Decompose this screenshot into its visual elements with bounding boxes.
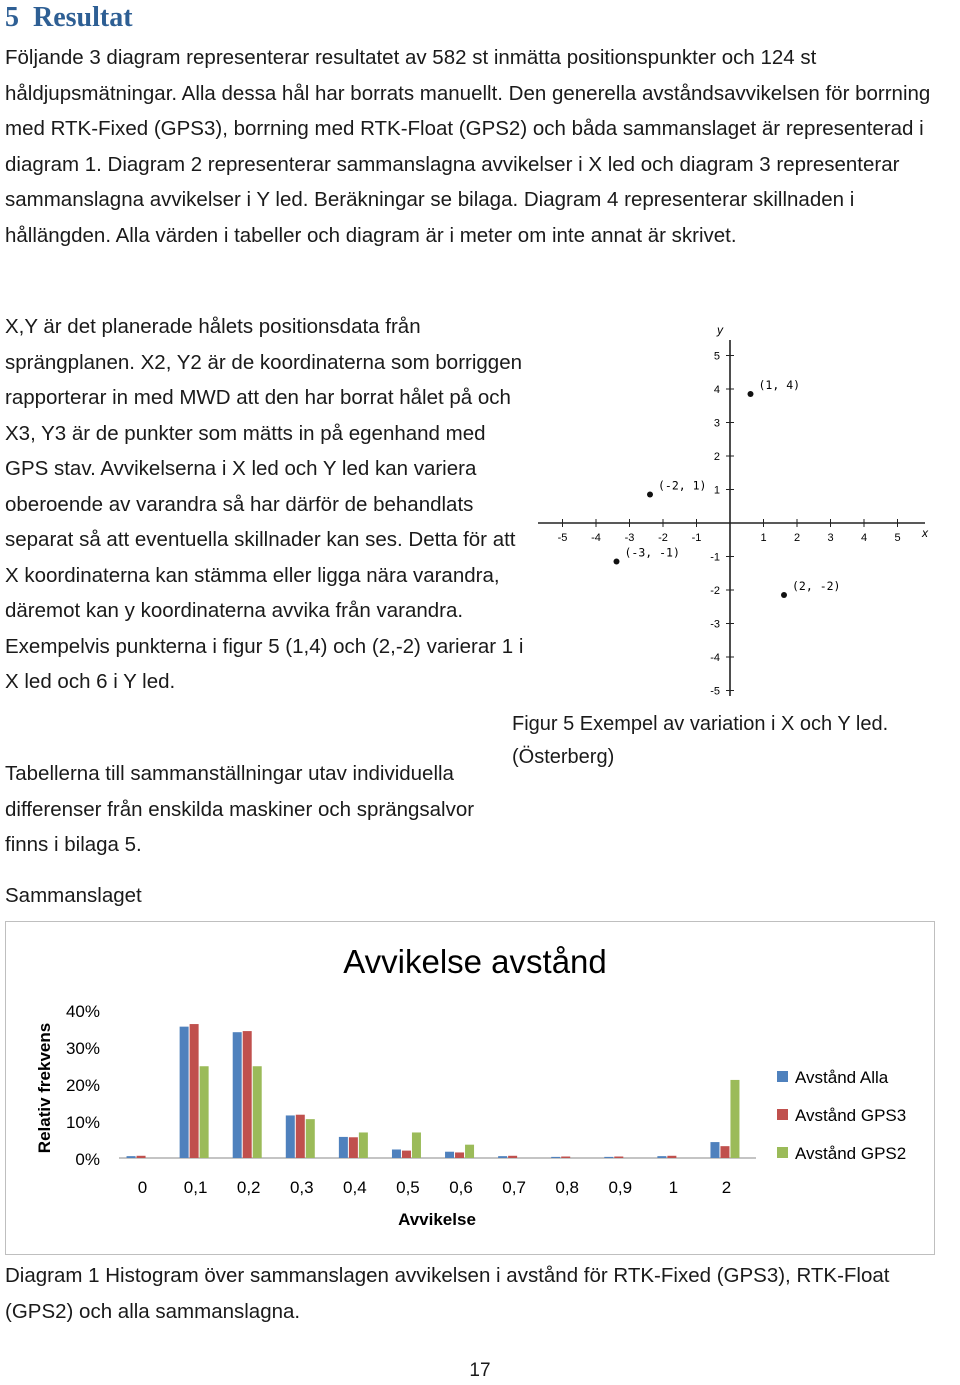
y-tick-label: 40% — [65, 1002, 100, 1021]
x-tick-label: 5 — [894, 532, 901, 544]
x-axis-label: x — [922, 526, 928, 540]
y-axis-label: y — [717, 323, 723, 337]
x-tick-label: 0,4 — [343, 1178, 367, 1197]
bar-avstånd-gps2 — [359, 1132, 368, 1158]
section-number: 5 — [5, 2, 19, 33]
x-tick-label: 3 — [827, 532, 834, 544]
legend-swatch — [777, 1109, 788, 1120]
x-tick-label: 0,5 — [396, 1178, 420, 1197]
x-tick-label: 0,9 — [608, 1178, 633, 1197]
histogram-chart — [6, 922, 934, 1254]
point-label: (1, 4) — [758, 378, 801, 392]
y-tick-label: 2 — [713, 451, 720, 463]
figure-5-caption: Figur 5 Exempel av variation i X och Y led. (Österberg) — [512, 713, 889, 768]
x-tick-label: 0,3 — [289, 1178, 314, 1197]
bar-avstånd-gps3 — [296, 1115, 305, 1158]
x-tick-label: 1 — [760, 532, 767, 544]
bar-avstånd-alla — [445, 1152, 454, 1158]
y-tick-label: 30% — [65, 1039, 100, 1058]
x-tick-label: 2 — [793, 532, 801, 544]
x-tick-label: 2 — [721, 1178, 732, 1197]
bar-avstånd-gps2 — [730, 1080, 739, 1158]
point-label: (2, -2) — [792, 579, 841, 593]
y-tick-label: -5 — [710, 685, 720, 698]
bar-avstånd-alla — [498, 1156, 507, 1158]
bar-avstånd-gps3 — [349, 1137, 358, 1158]
bar-avstånd-gps2 — [253, 1066, 262, 1158]
point-label: (-2, 1) — [658, 478, 707, 493]
chart-frame — [5, 921, 935, 1255]
legend-label: Avstånd Alla — [795, 1068, 889, 1087]
bar-avstånd-gps3 — [667, 1156, 676, 1158]
bar-avstånd-gps3 — [190, 1024, 199, 1158]
tables-reference-paragraph: Tabellerna till sammanställningar utav individuella differenser från enskilda maskiner och sprängsalvor finns i bilaga 5. — [5, 762, 475, 856]
y-tick-label: -3 — [710, 618, 720, 631]
x-tick-label: -2 — [658, 532, 668, 544]
y-tick-label: 3 — [713, 417, 720, 430]
bar-avstånd-gps2 — [200, 1066, 209, 1158]
y-tick-label: 20% — [65, 1076, 100, 1095]
y-tick-label: 4 — [713, 384, 720, 396]
bar-avstånd-alla — [180, 1027, 189, 1158]
bar-avstånd-gps2 — [306, 1119, 315, 1158]
chart-title: Avvikelse avstånd — [343, 943, 607, 980]
x-tick-label: 0,2 — [236, 1178, 261, 1197]
point-label: (-3, -1) — [624, 545, 680, 560]
x-tick-label: 0,8 — [555, 1178, 580, 1197]
section-heading — [5, 2, 133, 34]
bar-avstånd-alla — [551, 1157, 560, 1158]
bar-avstånd-alla — [339, 1137, 348, 1158]
y-tick-label: 5 — [713, 350, 720, 363]
x-tick-label: -4 — [591, 532, 601, 544]
intro-paragraph: Följande 3 diagram representerar resultatet av 582 st inmätta positionspunkter och 124 st håldjupsmätningar. Alla dessa hål har borrats manuellt. Den generella avståndsavvikelsen för borrning med RTK-Fixed (GPS3), borrning med RTK-Float (GPS2) och båda sammanslaget är representerad i diagram 1. Diagram 2 representerar sammanslagna avvikelser i X led och diagram 3 representerar sammanslagna avvikelser i Y led. Beräkningar se bilaga. Diagram 4 representerar skillnaden i hållängden. Alla värden i tabeller och diagram är i meter om inte annat är skrivet. — [5, 46, 931, 247]
x-tick-label: 0,7 — [502, 1178, 526, 1197]
bar-avstånd-gps2 — [465, 1145, 474, 1158]
x-tick-label: 4 — [860, 532, 868, 544]
x-tick-label: 1 — [668, 1178, 679, 1197]
data-point — [748, 391, 754, 397]
data-point — [614, 559, 620, 565]
x-tick-label: -3 — [624, 532, 635, 544]
legend-label: Avstånd GPS2 — [795, 1144, 907, 1163]
legend-swatch — [777, 1147, 788, 1158]
legend-swatch — [777, 1071, 788, 1082]
bar-avstånd-alla — [604, 1157, 613, 1158]
bar-avstånd-alla — [233, 1032, 242, 1158]
bar-avstånd-gps3 — [614, 1157, 623, 1158]
bar-avstånd-gps3 — [720, 1146, 729, 1158]
diagram-caption: Diagram 1 Histogram över sammanslagen avvikelsen i avstånd för RTK-Fixed (GPS3), RTK-Float (GPS2) och alla sammanslagna. — [5, 1264, 890, 1323]
y-tick-label: -1 — [710, 551, 720, 564]
bar-avstånd-gps3 — [455, 1152, 464, 1158]
bar-avstånd-alla — [657, 1156, 666, 1158]
x-tick-label: 0 — [137, 1178, 148, 1197]
bar-avstånd-alla — [710, 1142, 719, 1158]
legend-label: Avstånd GPS3 — [795, 1106, 907, 1125]
bar-avstånd-alla — [392, 1149, 401, 1158]
y-tick-label: 0% — [75, 1150, 100, 1169]
bar-avstånd-gps3 — [137, 1156, 146, 1158]
page-number: 17 — [469, 1360, 491, 1381]
bar-avstånd-gps3 — [402, 1151, 411, 1158]
bar-avstånd-gps2 — [412, 1132, 421, 1158]
section-label: Sammanslaget — [5, 884, 142, 907]
explanation-paragraph: X,Y är det planerade hålets positionsdata från sprängplanen. X2, Y2 är de koordinaterna som borriggen rapporterar in med MWD att den har borrat hålet på och X3, Y3 är de punkter som mätts in på egenhand med GPS stav. Avvikelserna i X led och Y led kan variera oberoende av varandra så har därför de behandlats separat så att eventuella skillnader kan ses. Detta för att X koordinaterna kan stämma eller ligga nära varandra, däremot kan y koordinaterna avvika från varandra. Exempelvis punkterna i figur 5 (1,4) och (2,-2) varierar 1 i X led och 6 i Y led. — [5, 315, 524, 693]
section-title: Resultat — [33, 2, 133, 33]
x-tick-label: 0,6 — [449, 1178, 473, 1197]
data-point — [781, 592, 787, 598]
bar-avstånd-alla — [127, 1156, 136, 1158]
y-axis-label: Relativ frekvens — [35, 1022, 54, 1154]
figure-5-coordinate-plot — [530, 318, 940, 703]
bar-avstånd-alla — [286, 1115, 295, 1158]
x-tick-label: -1 — [691, 532, 702, 544]
y-tick-label: -4 — [710, 652, 720, 664]
x-tick-label: 0,1 — [183, 1178, 208, 1197]
y-tick-label: -2 — [710, 585, 720, 597]
x-axis-label: Avvikelse — [398, 1210, 476, 1229]
y-tick-label: 1 — [713, 484, 720, 497]
x-tick-label: -5 — [557, 532, 568, 544]
bar-avstånd-gps3 — [561, 1157, 570, 1158]
data-point — [647, 492, 653, 498]
y-tick-label: 10% — [65, 1113, 100, 1132]
bar-avstånd-gps3 — [508, 1156, 517, 1158]
bar-avstånd-gps3 — [243, 1031, 252, 1158]
